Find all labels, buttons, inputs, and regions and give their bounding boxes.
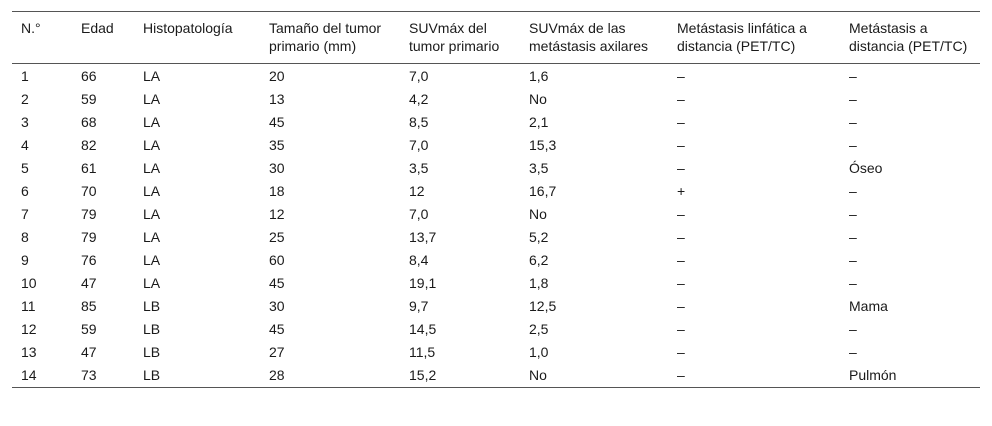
table-row bbox=[12, 295, 980, 318]
cell-number: 11 bbox=[21, 298, 36, 314]
cell-suvmax-primary: 7,0 bbox=[409, 137, 429, 153]
cell-number: 4 bbox=[21, 137, 29, 153]
cell-tumor-size: 45 bbox=[269, 114, 285, 130]
cell-histopathology: LA bbox=[143, 91, 161, 107]
cell-age: 79 bbox=[81, 229, 97, 245]
cell-suvmax-primary: 7,0 bbox=[409, 206, 429, 222]
cell-age: 73 bbox=[81, 367, 97, 383]
cell-age: 79 bbox=[81, 206, 97, 222]
cell-histopathology: LB bbox=[143, 321, 161, 337]
cell-distant-lymphatic-metastasis: + bbox=[677, 183, 686, 199]
cell-tumor-size: 28 bbox=[269, 367, 285, 383]
cell-suvmax-axillary: 3,5 bbox=[529, 160, 549, 176]
cell-suvmax-primary: 8,4 bbox=[409, 252, 429, 268]
cell-suvmax-axillary: No bbox=[529, 91, 547, 107]
cell-suvmax-axillary: 2,5 bbox=[529, 321, 549, 337]
cell-histopathology: LB bbox=[143, 298, 161, 314]
cell-age: 59 bbox=[81, 321, 97, 337]
table-row bbox=[12, 180, 980, 203]
cell-age: 70 bbox=[81, 183, 97, 199]
header-suvmax-primary: SUVmáx del tumor primario bbox=[409, 20, 500, 54]
table-row bbox=[12, 364, 980, 388]
table-row bbox=[12, 88, 980, 111]
cell-number: 1 bbox=[21, 68, 29, 84]
cell-age: 61 bbox=[81, 160, 97, 176]
cell-age: 82 bbox=[81, 137, 97, 153]
cell-suvmax-primary: 19,1 bbox=[409, 275, 437, 291]
cell-suvmax-primary: 14,5 bbox=[409, 321, 437, 337]
table-row bbox=[12, 157, 980, 180]
cell-age: 66 bbox=[81, 68, 97, 84]
cell-tumor-size: 45 bbox=[269, 275, 285, 291]
cell-distant-lymphatic-metastasis: – bbox=[677, 206, 685, 222]
cell-suvmax-axillary: 2,1 bbox=[529, 114, 549, 130]
cell-age: 47 bbox=[81, 344, 97, 360]
cell-distant-lymphatic-metastasis: – bbox=[677, 68, 685, 84]
cell-suvmax-primary: 7,0 bbox=[409, 68, 429, 84]
cell-age: 76 bbox=[81, 252, 97, 268]
cell-distant-lymphatic-metastasis: – bbox=[677, 298, 685, 314]
cell-distant-lymphatic-metastasis: – bbox=[677, 137, 685, 153]
cell-histopathology: LA bbox=[143, 160, 161, 176]
header-histopathology: Histopatología bbox=[143, 20, 233, 36]
cell-tumor-size: 30 bbox=[269, 160, 285, 176]
cell-histopathology: LA bbox=[143, 206, 161, 222]
cell-histopathology: LA bbox=[143, 114, 161, 130]
cell-distant-metastasis: – bbox=[849, 252, 857, 268]
cell-suvmax-axillary: 16,7 bbox=[529, 183, 557, 199]
cell-number: 13 bbox=[21, 344, 37, 360]
cell-distant-lymphatic-metastasis: – bbox=[677, 160, 685, 176]
cell-distant-lymphatic-metastasis: – bbox=[677, 229, 685, 245]
cell-distant-lymphatic-metastasis: – bbox=[677, 344, 685, 360]
table-row bbox=[12, 64, 980, 89]
cell-tumor-size: 45 bbox=[269, 321, 285, 337]
table-row bbox=[12, 318, 980, 341]
cell-suvmax-axillary: 5,2 bbox=[529, 229, 549, 245]
cell-suvmax-axillary: No bbox=[529, 367, 547, 383]
cell-tumor-size: 12 bbox=[269, 206, 285, 222]
cell-number: 5 bbox=[21, 160, 29, 176]
cell-tumor-size: 20 bbox=[269, 68, 285, 84]
cell-suvmax-axillary: 1,0 bbox=[529, 344, 549, 360]
cell-histopathology: LA bbox=[143, 68, 161, 84]
cell-distant-lymphatic-metastasis: – bbox=[677, 321, 685, 337]
table-body bbox=[12, 64, 980, 388]
cell-suvmax-primary: 11,5 bbox=[409, 344, 436, 360]
table-row bbox=[12, 111, 980, 134]
patients-table bbox=[12, 11, 980, 388]
table-row bbox=[12, 341, 980, 364]
cell-distant-lymphatic-metastasis: – bbox=[677, 114, 685, 130]
cell-histopathology: LA bbox=[143, 137, 161, 153]
cell-histopathology: LA bbox=[143, 183, 161, 199]
header-row bbox=[12, 12, 980, 64]
cell-tumor-size: 18 bbox=[269, 183, 285, 199]
cell-tumor-size: 13 bbox=[269, 91, 285, 107]
cell-suvmax-axillary: 6,2 bbox=[529, 252, 549, 268]
cell-distant-lymphatic-metastasis: – bbox=[677, 367, 685, 383]
cell-histopathology: LA bbox=[143, 252, 161, 268]
header-distant-metastasis: Metástasis a distancia (PET/TC) bbox=[849, 20, 968, 54]
cell-number: 3 bbox=[21, 114, 29, 130]
cell-distant-metastasis: – bbox=[849, 114, 857, 130]
table-row bbox=[12, 203, 980, 226]
cell-distant-metastasis: Pulmón bbox=[849, 367, 897, 383]
cell-number: 7 bbox=[21, 206, 29, 222]
cell-suvmax-axillary: No bbox=[529, 206, 547, 222]
data-table-container bbox=[12, 11, 980, 388]
cell-suvmax-primary: 13,7 bbox=[409, 229, 437, 245]
cell-suvmax-primary: 3,5 bbox=[409, 160, 429, 176]
table-row bbox=[12, 249, 980, 272]
table-row bbox=[12, 226, 980, 249]
cell-tumor-size: 25 bbox=[269, 229, 285, 245]
header-number: N.° bbox=[21, 20, 41, 36]
cell-age: 47 bbox=[81, 275, 97, 291]
cell-number: 14 bbox=[21, 367, 37, 383]
cell-number: 12 bbox=[21, 321, 37, 337]
cell-suvmax-primary: 8,5 bbox=[409, 114, 429, 130]
cell-number: 6 bbox=[21, 183, 29, 199]
cell-number: 8 bbox=[21, 229, 29, 245]
table-row bbox=[12, 272, 980, 295]
cell-distant-metastasis: – bbox=[849, 344, 857, 360]
cell-distant-metastasis: – bbox=[849, 229, 857, 245]
table-header bbox=[12, 12, 980, 64]
header-age: Edad bbox=[81, 20, 114, 36]
cell-suvmax-axillary: 1,8 bbox=[529, 275, 549, 291]
cell-histopathology: LB bbox=[143, 344, 161, 360]
cell-distant-metastasis: – bbox=[849, 68, 857, 84]
cell-distant-metastasis: – bbox=[849, 275, 857, 291]
cell-tumor-size: 35 bbox=[269, 137, 285, 153]
cell-suvmax-primary: 15,2 bbox=[409, 367, 437, 383]
cell-distant-metastasis: – bbox=[849, 321, 857, 337]
cell-distant-lymphatic-metastasis: – bbox=[677, 275, 685, 291]
cell-age: 59 bbox=[81, 91, 97, 107]
cell-distant-metastasis: Mama bbox=[849, 298, 888, 314]
cell-distant-metastasis: – bbox=[849, 206, 857, 222]
cell-histopathology: LB bbox=[143, 367, 161, 383]
cell-tumor-size: 60 bbox=[269, 252, 285, 268]
cell-histopathology: LA bbox=[143, 229, 161, 245]
cell-age: 85 bbox=[81, 298, 97, 314]
cell-suvmax-axillary: 1,6 bbox=[529, 68, 549, 84]
cell-number: 9 bbox=[21, 252, 29, 268]
cell-suvmax-primary: 12 bbox=[409, 183, 425, 199]
header-tumor-size: Tamaño del tumor primario (mm) bbox=[269, 20, 382, 54]
cell-number: 2 bbox=[21, 91, 29, 107]
cell-suvmax-axillary: 12,5 bbox=[529, 298, 557, 314]
cell-tumor-size: 30 bbox=[269, 298, 285, 314]
cell-tumor-size: 27 bbox=[269, 344, 285, 360]
cell-suvmax-axillary: 15,3 bbox=[529, 137, 557, 153]
cell-distant-metastasis: – bbox=[849, 91, 857, 107]
cell-number: 10 bbox=[21, 275, 37, 291]
header-distant-lymphatic-metastasis: Metástasis linfática a distancia (PET/TC) bbox=[677, 20, 807, 54]
cell-suvmax-primary: 9,7 bbox=[409, 298, 429, 314]
cell-suvmax-primary: 4,2 bbox=[409, 91, 429, 107]
cell-distant-metastasis: Óseo bbox=[849, 160, 883, 176]
cell-distant-lymphatic-metastasis: – bbox=[677, 252, 685, 268]
cell-distant-lymphatic-metastasis: – bbox=[677, 91, 685, 107]
cell-distant-metastasis: – bbox=[849, 183, 857, 199]
table-row bbox=[12, 134, 980, 157]
header-suvmax-axillary: SUVmáx de las metástasis axilares bbox=[529, 20, 649, 54]
cell-distant-metastasis: – bbox=[849, 137, 857, 153]
cell-age: 68 bbox=[81, 114, 97, 130]
cell-histopathology: LA bbox=[143, 275, 161, 291]
